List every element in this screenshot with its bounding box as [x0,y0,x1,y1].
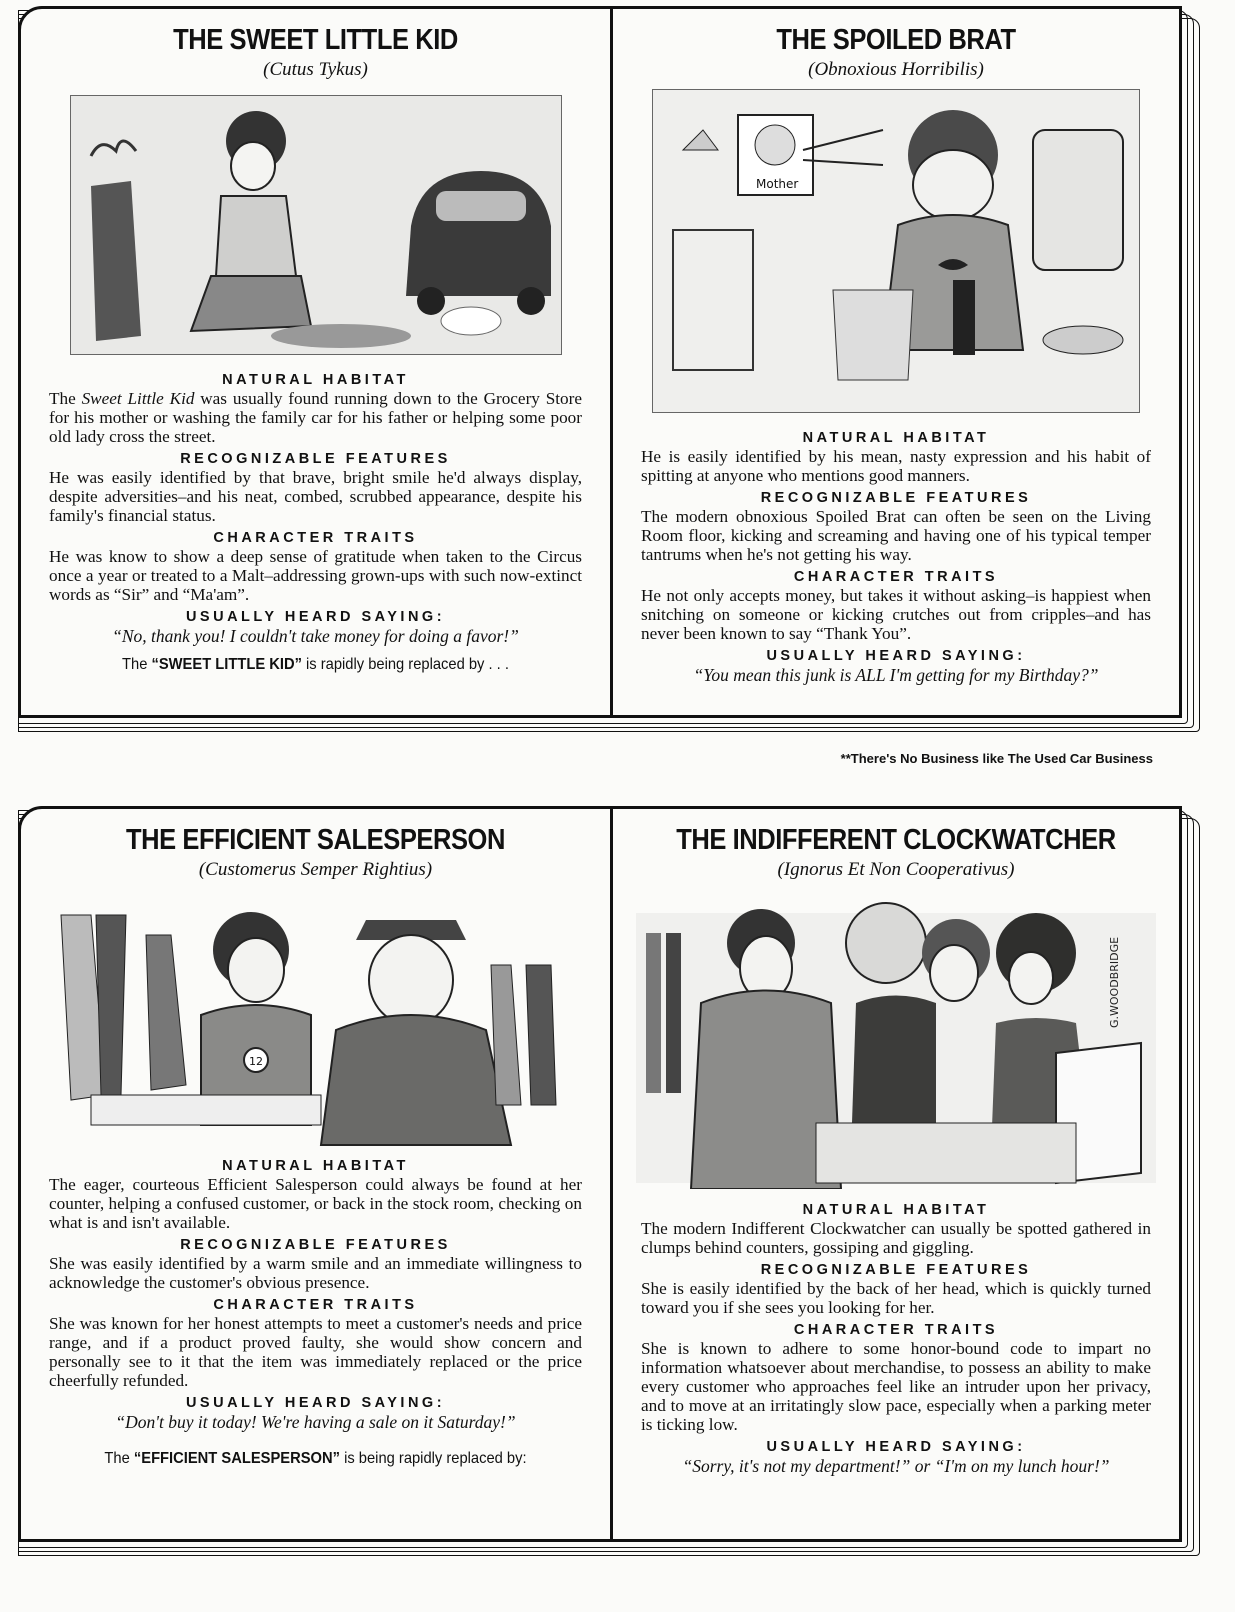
heading-natural-habitat: NATURAL HABITAT [222,371,409,388]
heading-recognizable-features: RECOGNIZABLE FEATURES [760,489,1032,506]
text-recognizable-features: She is easily identified by the back of her head, which is quickly turned toward you if she sees you looking for her. [641,1278,1151,1317]
panel-latin-name: (Customerus Semper Rightius) [198,858,433,880]
panel-title: THE EFFICIENT SALESPERSON [126,824,505,856]
clockwatcher-drawing [636,893,1156,1189]
top-spread-page [18,6,1182,718]
heading-natural-habitat: NATURAL HABITAT [802,1201,990,1218]
illustrator-signature: G.WOODBRIDGE [1108,936,1121,1028]
text-natural-habitat: The eager, courteous Efficient Salesperson could always be found at her counter, helping a confused customer, or back in the stock room, checking on what is and isn't available. [49,1174,582,1232]
heading-character-traits: CHARACTER TRAITS [213,529,418,546]
panel-title: THE SPOILED BRAT [776,24,1016,56]
bottom-book-spread [18,806,1200,1562]
quote-saying: “Sorry, it's not my department!” or “I'm on my lunch hour!” [682,1455,1110,1476]
text-character-traits: She is known to adhere to some honor-bound code to impart no information whatsoever about merchandise, to possess an ability to make every customer who approaches feel like an intruder upon her privacy, and to move at an irritatingly slow pace, especially when a parking meter is ticking low. [641,1338,1151,1434]
panel-latin-name: (Obnoxious Horribilis) [808,58,984,80]
quote-saying: “No, thank you! I couldn't take money for doing a favor!” [112,625,519,646]
text-character-traits: She was known for her honest attempts to meet a customer's needs and price range, and if a product proved faulty, she would show concern and personally see to it that the item was immediately replaced or the price cheerfully refunded. [49,1313,582,1390]
illustration-salesperson-at-tie-counter [51,895,581,1147]
heading-usually-heard-saying: USUALLY HEARD SAYING: [185,1394,446,1411]
panel-title: THE INDIFFERENT CLOCKWATCHER [676,824,1116,856]
panel-indifferent-clockwatcher [613,809,1179,1539]
top-book-spread [18,6,1200,738]
panel-sweet-little-kid [21,9,610,715]
salesperson-badge-number: 12 [248,1054,263,1068]
text-character-traits: He not only accepts money, but takes it without asking–is happiest when snitching on someone or kicking crutches out from cripples–and has never been known to say “Thank You”. [641,585,1151,643]
bottom-spread-page [18,806,1182,1542]
heading-usually-heard-saying: USUALLY HEARD SAYING: [766,647,1026,664]
heading-usually-heard-saying: USUALLY HEARD SAYING: [185,608,446,625]
heading-character-traits: CHARACTER TRAITS [793,568,999,585]
brat-drawing [653,90,1139,412]
heading-recognizable-features: RECOGNIZABLE FEATURES [180,1236,451,1253]
text-natural-habitat: The modern Indifferent Clockwatcher can usually be spotted gathered in clumps behind counters, gossiping and giggling. [641,1218,1151,1257]
quote-saying: “Don't buy it today! We're having a sale on it Saturday!” [115,1411,516,1432]
replaced-by-caption: The “SWEET LITTLE KID” is rapidly being replaced by . . . [122,655,509,673]
panel-title: THE SWEET LITTLE KID [173,24,458,56]
mother-poster-label: Mother [756,176,799,191]
heading-natural-habitat: NATURAL HABITAT [222,1157,409,1174]
replaced-by-caption: The “EFFICIENT SALESPERSON” is being rapidly replaced by: [104,1449,527,1467]
text-recognizable-features: He was easily identified by that brave, bright smile he'd always display, despite adversities–and his neat, combed, scrubbed appearance, despite his family's financial status. [49,467,582,525]
panel-efficient-salesperson [21,809,610,1539]
heading-character-traits: CHARACTER TRAITS [213,1296,418,1313]
panel-latin-name: (Ignorus Et Non Cooperativus) [777,858,1015,880]
illustration-clockwatchers-gossiping [636,893,1156,1189]
heading-recognizable-features: RECOGNIZABLE FEATURES [180,450,451,467]
text-recognizable-features: The modern obnoxious Spoiled Brat can often be seen on the Living Room floor, kicking and screaming and having one of his typical temper tantrums when he's not getting his way. [641,506,1151,564]
text-natural-habitat: The Sweet Little Kid was usually found running down to the Grocery Store for his mother or washing the family car for his father or helping some poor old lady cross the street. [49,388,582,446]
text-character-traits: He was know to show a deep sense of gratitude when taken to the Circus once a year or treated to a Malt–addressing grown-ups with such now-extinct words as “Sir” and “Ma'am”. [49,546,582,604]
heading-character-traits: CHARACTER TRAITS [793,1321,999,1338]
panel-spoiled-brat [613,9,1179,715]
footnote-used-car-business: **There's No Business like The Used Car Business [840,751,1153,766]
illustration-brat-in-living-room [652,89,1140,413]
text-natural-habitat: He is easily identified by his mean, nasty expression and his habit of spitting at anyone who mentions good manners. [641,446,1151,485]
boy-car-drawing [71,96,561,354]
heading-natural-habitat: NATURAL HABITAT [802,429,990,446]
illustration-boy-with-groceries [70,95,562,355]
panel-latin-name: (Cutus Tykus) [263,58,368,80]
quote-saying: “You mean this junk is ALL I'm getting for my Birthday?” [693,664,1099,685]
text-recognizable-features: She was easily identified by a warm smile and an immediate willingness to acknowledge the customer's obvious presence. [49,1253,582,1292]
heading-usually-heard-saying: USUALLY HEARD SAYING: [766,1438,1026,1455]
heading-recognizable-features: RECOGNIZABLE FEATURES [760,1261,1032,1278]
salesperson-drawing [51,895,581,1147]
